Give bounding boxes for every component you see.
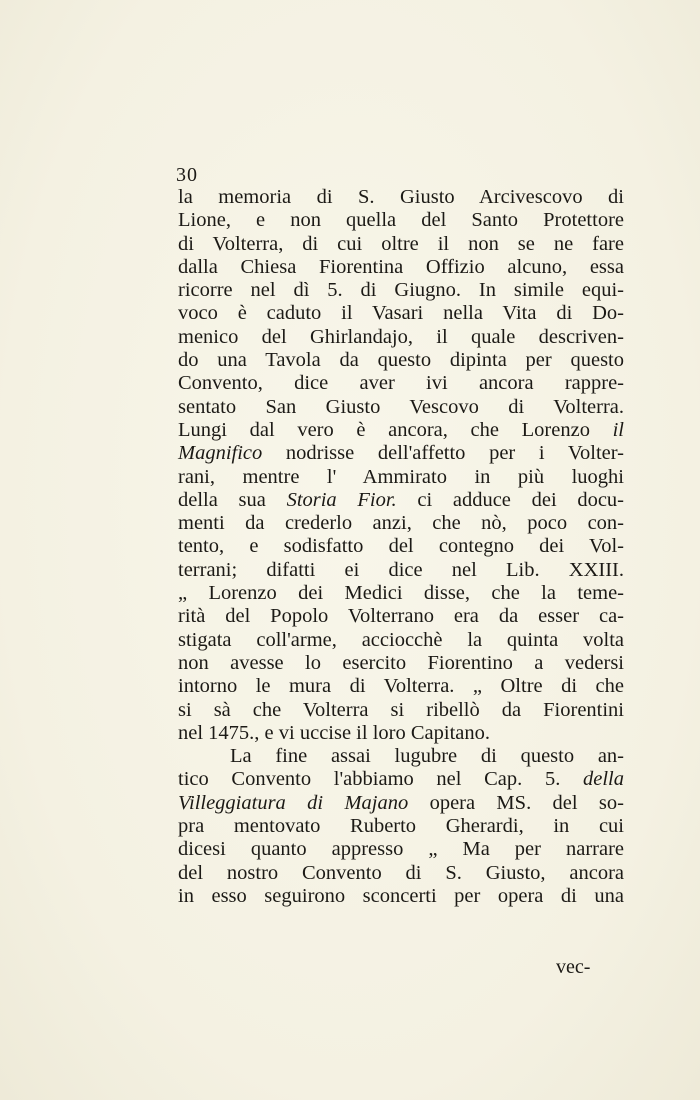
text-line: [178, 419, 624, 442]
text-line: [178, 186, 624, 209]
text-segment: nel 1475., e vi uccise il loro Capitano.: [178, 721, 490, 744]
text-segment: ci adduce dei docu-: [396, 488, 625, 511]
text-line: [178, 559, 624, 582]
text-segment: rità del Popolo Volterrano era da esser ca-: [178, 605, 624, 628]
text-segment: menico del Ghirlandajo, il quale descriven-: [178, 325, 624, 348]
italic-text: Villeggiatura di Majano: [178, 791, 409, 814]
text-line: [178, 605, 624, 628]
text-line: [178, 699, 624, 722]
text-line: [178, 768, 624, 791]
text-segment: di Volterra, di cui oltre il non se ne fare: [178, 232, 624, 255]
text-line: [178, 745, 624, 768]
italic-text: Magnifico: [178, 442, 263, 465]
text-segment: pra mentovato Ruberto Gherardi, in cui: [178, 815, 624, 838]
text-line: [178, 792, 624, 815]
text-line: [178, 722, 624, 745]
text-segment: del nostro Convento di S. Giusto, ancora: [178, 861, 624, 884]
italic-text: della: [583, 768, 624, 791]
text-segment: non avesse lo esercito Fiorentino a vedersi: [178, 651, 624, 674]
text-segment: menti da crederlo anzi, che nò, poco con-: [178, 512, 624, 535]
text-segment: stigata coll'arme, acciocchè la quinta volta: [178, 628, 624, 651]
italic-text: Storia Fior.: [286, 488, 397, 511]
text-segment: dicesi quanto appresso „ Ma per narrare: [178, 838, 624, 861]
text-segment: Lungi dal vero è ancora, che Lorenzo: [178, 418, 613, 441]
text-segment: tento, e sodisfatto del contegno dei Vol-: [178, 535, 624, 558]
text-segment: voco è caduto il Vasari nella Vita di Do-: [178, 302, 624, 325]
text-line: [178, 885, 624, 908]
text-line: [178, 675, 624, 698]
text-segment: ricorre nel dì 5. di Giugno. In simile equi-: [178, 279, 624, 302]
text-line: [178, 326, 624, 349]
page-number: 30: [176, 164, 198, 186]
catchword: vec-: [556, 956, 591, 978]
text-line: [178, 466, 624, 489]
text-line: [178, 489, 624, 512]
text-line: [178, 279, 624, 302]
text-segment: rani, mentre l' Ammirato in più luoghi: [178, 465, 624, 488]
text-segment: terrani; difatti ei dice nel Lib. XXIII.: [178, 558, 624, 581]
text-line: [178, 652, 624, 675]
text-segment: nodrisse dell'affetto per i Volter-: [262, 442, 624, 465]
text-line: [178, 862, 624, 885]
text-line: [178, 396, 624, 419]
text-segment: Lione, e non quella del Santo Protettore: [178, 209, 624, 232]
text-line: [178, 372, 624, 395]
text-line: [178, 838, 624, 861]
text-segment: sentato San Giusto Vescovo di Volterra.: [178, 395, 624, 418]
text-segment: della sua: [178, 488, 287, 511]
text-segment: dalla Chiesa Fiorentina Offizio alcuno, essa: [178, 255, 624, 278]
text-segment: in esso seguirono sconcerti per opera di una: [178, 884, 624, 907]
text-line: [178, 629, 624, 652]
text-line: [178, 349, 624, 372]
text-segment: la memoria di S. Giusto Arcivescovo di: [178, 186, 624, 208]
text-line: [178, 815, 624, 838]
text-segment: do una Tavola da questo dipinta per questo: [178, 349, 624, 372]
text-line: [178, 209, 624, 232]
text-line: [178, 256, 624, 279]
italic-text: il: [612, 418, 624, 441]
text-line: [178, 233, 624, 256]
text-line: [178, 302, 624, 325]
body-text: [178, 186, 624, 908]
text-segment: tico Convento l'abbiamo nel Cap. 5.: [178, 768, 583, 791]
text-segment: si sà che Volterra si ribellò da Fiorentini: [178, 698, 624, 721]
text-line: [178, 442, 624, 465]
text-line: [178, 535, 624, 558]
text-segment: „ Lorenzo dei Medici disse, che la teme-: [178, 582, 624, 605]
text-line: [178, 582, 624, 605]
text-line: [178, 512, 624, 535]
text-segment: intorno le mura di Volterra. „ Oltre di che: [178, 675, 624, 698]
text-segment: La fine assai lugubre di questo an-: [230, 745, 624, 768]
text-segment: Convento, dice aver ivi ancora rappre-: [178, 372, 624, 395]
text-segment: opera MS. del so-: [408, 791, 624, 814]
